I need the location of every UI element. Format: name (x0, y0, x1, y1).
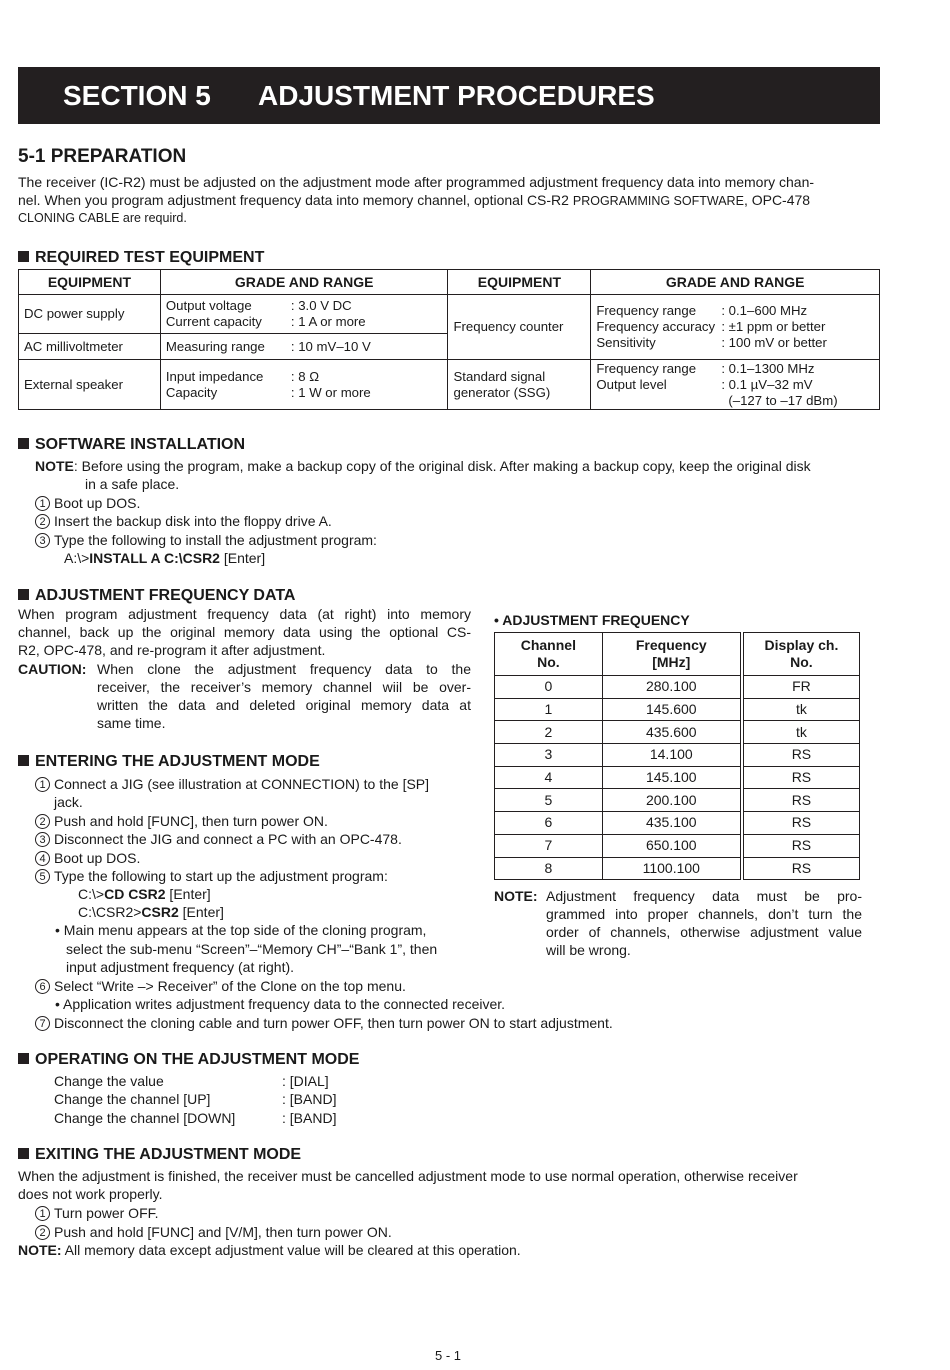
exiting-step-1: 1 Turn power OFF. (35, 1204, 159, 1222)
entering-step-6: 6 Select “Write –> Receiver” of the Clone on the top menu. (35, 977, 406, 995)
table-row: 8 1100.100 RS (495, 857, 860, 880)
entering-step-1-cont: jack. (54, 794, 83, 810)
equipment-name: Frequency counter (448, 295, 591, 360)
adjustment-frequency-table (494, 632, 860, 880)
col-display-ch: Display ch. No. (742, 633, 860, 676)
bullet-square-icon (18, 755, 29, 766)
frequency-table-header (495, 633, 860, 676)
preparation-line-3: CLONING CABLE are requird. (18, 211, 187, 225)
software-note-cont: in a safe place. (85, 476, 180, 492)
section-number: SECTION 5 (63, 80, 211, 111)
table-row: 5 200.100 RS (495, 789, 860, 812)
bullet-square-icon (18, 251, 29, 262)
equipment-name: External speaker (19, 360, 161, 410)
caution-label: CAUTION: (18, 661, 87, 677)
exiting-line-1: When the adjustment is finished, the receiver must be cancelled adjustment mode to use normal operation, otherwise receiver (18, 1168, 798, 1184)
table-row: 0 280.100 FR (495, 676, 860, 699)
equipment-grade: Output voltage : 3.0 V DC Current capacity : 1 A or more (160, 295, 448, 334)
entering-step-1: 1 Connect a JIG (see illustration at CONNECTION) to the [SP] (35, 775, 429, 793)
table-row: 2 435.600 tk (495, 721, 860, 744)
entering-step-3: 3 Disconnect the JIG and connect a PC with an OPC-478. (35, 830, 402, 848)
frequency-note-label: NOTE: (494, 888, 538, 904)
bullet-square-icon (18, 1053, 29, 1064)
table-row: 3 14.100 RS (495, 744, 860, 767)
csr2-command: C:\CSR2>CSR2 [Enter] (78, 904, 224, 920)
equipment-grade: Measuring range : 10 mV–10 V (160, 334, 448, 360)
equipment-name: Standard signal generator (SSG) (448, 360, 591, 410)
table-row: 7 650.100 RS (495, 834, 860, 857)
adjdata-paragraph: When program adjustment frequency data (at right) into memory channel, back up the original memory data using the optional CS- R2, OPC-478, and re-program it after adjustment. (18, 606, 471, 658)
operating-row: Change the channel [UP] : [BAND] (54, 1091, 337, 1107)
software-installation-heading: SOFTWARE INSTALLATION (18, 436, 245, 454)
page-number: 5 - 1 (434, 1348, 461, 1363)
cd-command: C:\>CD CSR2 [Enter] (78, 886, 211, 902)
equipment-table-header (19, 270, 880, 295)
equipment-grade: Frequency range : 0.1–600 MHz Frequency accuracy : ±1 ppm or better Sensitivity : 100 mV or better (591, 295, 880, 360)
software-step-2: 2 Insert the backup disk into the floppy drive A. (35, 512, 332, 530)
section-title: ADJUSTMENT PROCEDURES (258, 80, 655, 111)
table-row: 6 435.100 RS (495, 812, 860, 835)
col-channel: Channel No. (495, 633, 603, 676)
bullet-square-icon (18, 438, 29, 449)
col-grade-left: GRADE AND RANGE (160, 270, 448, 295)
entering-step-2: 2 Push and hold [FUNC], then turn power ON. (35, 812, 328, 830)
entering-bullet-1-cont: select the sub-menu “Screen”–“Memory CH”–“Bank 1”, then (66, 941, 438, 957)
col-equipment-right: EQUIPMENT (448, 270, 591, 295)
preparation-line-2: nel. When you program adjustment frequency data into memory channel, optional CS-R2 PROGRAMMING SOFTWARE, OPC-478 (18, 192, 811, 208)
software-note: NOTE: Before using the program, make a backup copy of the original disk. After making a backup copy, keep the original disk (35, 458, 811, 474)
preparation-line-1: The receiver (IC-R2) must be adjusted on the adjustment mode after programmed adjustment frequency data into memory chan- (18, 174, 815, 190)
entering-step-5: 5 Type the following to start up the adjustment program: (35, 867, 388, 885)
equipment-name: AC millivoltmeter (19, 334, 161, 360)
operating-row: Change the value : [DIAL] (54, 1073, 329, 1089)
frequency-note-text: Adjustment frequency data must be pro- grammed into proper channels, don’t turn the order of channels, otherwise adjustment value will be wrong. (546, 888, 862, 958)
bullet-square-icon (18, 589, 29, 600)
adjustment-frequency-title: • ADJUSTMENT FREQUENCY (494, 612, 690, 628)
software-step-1: 1 Boot up DOS. (35, 494, 140, 512)
preparation-title: 5-1 PREPARATION (18, 146, 187, 167)
bullet-square-icon (18, 1148, 29, 1159)
adjustment-frequency-data-heading: ADJUSTMENT FREQUENCY DATA (18, 587, 295, 605)
table-row (19, 295, 880, 334)
entering-step-4: 4 Boot up DOS. (35, 849, 140, 867)
equipment-grade: Input impedance : 8 Ω Capacity : 1 W or more (160, 360, 448, 410)
operating-row: Change the channel [DOWN] : [BAND] (54, 1110, 337, 1126)
software-step-3: 3 Type the following to install the adjustment program: (35, 531, 377, 549)
equipment-table (18, 269, 880, 410)
entering-step-7: 7 Disconnect the cloning cable and turn power OFF, then turn power ON to start adjustment. (35, 1014, 613, 1032)
table-row: 4 145.100 RS (495, 766, 860, 789)
operating-adjustment-mode-heading: OPERATING ON THE ADJUSTMENT MODE (18, 1051, 359, 1069)
entering-bullet-2: • Application writes adjustment frequency data to the connected receiver. (55, 996, 506, 1012)
equipment-grade: Frequency range : 0.1–1300 MHz Output level : 0.1 µV–32 mV (–127 to –17 dBm) (591, 360, 880, 410)
exiting-note: NOTE: All memory data except adjustment value will be cleared at this operation. (18, 1242, 521, 1258)
table-row: 1 145.600 tk (495, 698, 860, 721)
caution-text: When clone the adjustment frequency data to the receiver, the receiver’s memory channel wiil be over- written the data and deleted original memory data at same time. (97, 661, 471, 731)
entering-bullet-1-cont2: input adjustment frequency (at right). (66, 959, 295, 975)
entering-bullet-1: • Main menu appears at the top side of the cloning program, (55, 922, 427, 938)
exiting-step-2: 2 Push and hold [FUNC] and [V/M], then turn power ON. (35, 1223, 392, 1241)
equipment-name: DC power supply (19, 295, 161, 334)
col-equipment-left: EQUIPMENT (19, 270, 161, 295)
section-header-bar (18, 67, 880, 124)
col-frequency: Frequency [MHz] (602, 633, 742, 676)
exiting-adjustment-mode-heading: EXITING THE ADJUSTMENT MODE (18, 1146, 301, 1164)
install-command: A:\>INSTALL A C:\CSR2 [Enter] (64, 550, 266, 566)
col-grade-right: GRADE AND RANGE (591, 270, 880, 295)
entering-adjustment-mode-heading: ENTERING THE ADJUSTMENT MODE (18, 753, 320, 771)
required-test-equipment-heading: REQUIRED TEST EQUIPMENT (18, 249, 264, 267)
exiting-line-2: does not work properly. (18, 1186, 163, 1202)
table-row (19, 360, 880, 410)
